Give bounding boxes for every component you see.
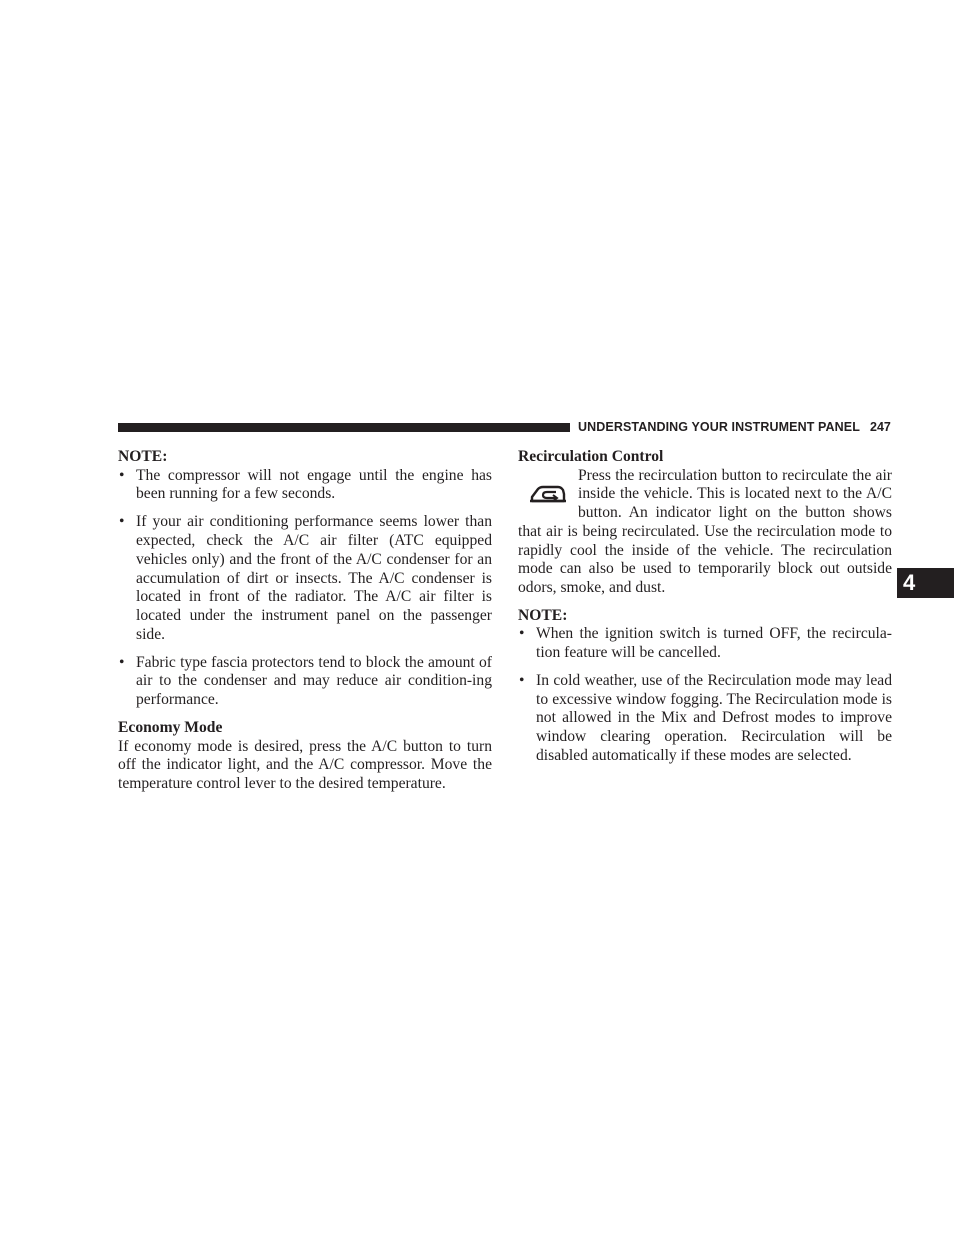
- note-bullet-item: • If your air conditioning performance seems lower than expected, check the A/C air filter (ATC equipped vehicles only) and the front of the A/C condenser for an accumulation of dirt or insects. The A/C condenser is located in front of the radiator. The A/C air filter is located under the instrument panel on the passenger side.: [118, 513, 492, 644]
- note-label: NOTE:: [118, 448, 168, 465]
- chapter-tab: 4: [897, 568, 954, 598]
- note-bullet-item: • The compressor will not engage until the engine has been running for a few seconds.: [118, 467, 492, 504]
- note-bullet-item: • In cold weather, use of the Recirculation mode may lead to excessive window fogging. The Recirculation mode is not allowed in the Mix and Defrost modes to improve window clearing operation. Recirculation will be disabled automatically if these modes are selected.: [518, 672, 892, 766]
- recirculation-block: [518, 467, 892, 598]
- note-label: NOTE:: [518, 606, 568, 624]
- header-rule: [118, 423, 570, 432]
- recirculation-paragraph: Press the recirculation button to recirculate the air inside the vehicle. This is located next to the A/C button. An indicator light on the button shows that air is being recirculated. Use the recirculation mode to rapidly cool the inside of the vehicle. The recirculation mode can also be used to temporarily block out outside odors, smoke, and dust.: [518, 466, 892, 596]
- economy-mode-paragraph: If economy mode is desired, press the A/C button to turn off the indicator light, and the A/C compressor. Move the temperature control lever to the desired temperature.: [118, 737, 492, 793]
- spacer: [518, 598, 892, 607]
- left-column: [118, 448, 492, 794]
- note-bullet-item: • Fabric type fascia protectors tend to block the amount of air to the condenser and may reduce air condition-ing performance.: [118, 654, 492, 710]
- economy-mode-heading: Economy Mode: [118, 719, 223, 737]
- right-column: [518, 448, 892, 775]
- recirculation-icon: [518, 467, 578, 523]
- running-header-title: UNDERSTANDING YOUR INSTRUMENT PANEL: [578, 420, 860, 434]
- note-bullet-list: [518, 625, 892, 765]
- note-bullet-item: • When the ignition switch is turned OFF, the recircula-tion feature will be cancelled.: [518, 625, 892, 662]
- page-number: 247: [870, 420, 891, 434]
- note-bullet-list: [118, 467, 492, 710]
- recirculation-control-heading: Recirculation Control: [518, 448, 664, 465]
